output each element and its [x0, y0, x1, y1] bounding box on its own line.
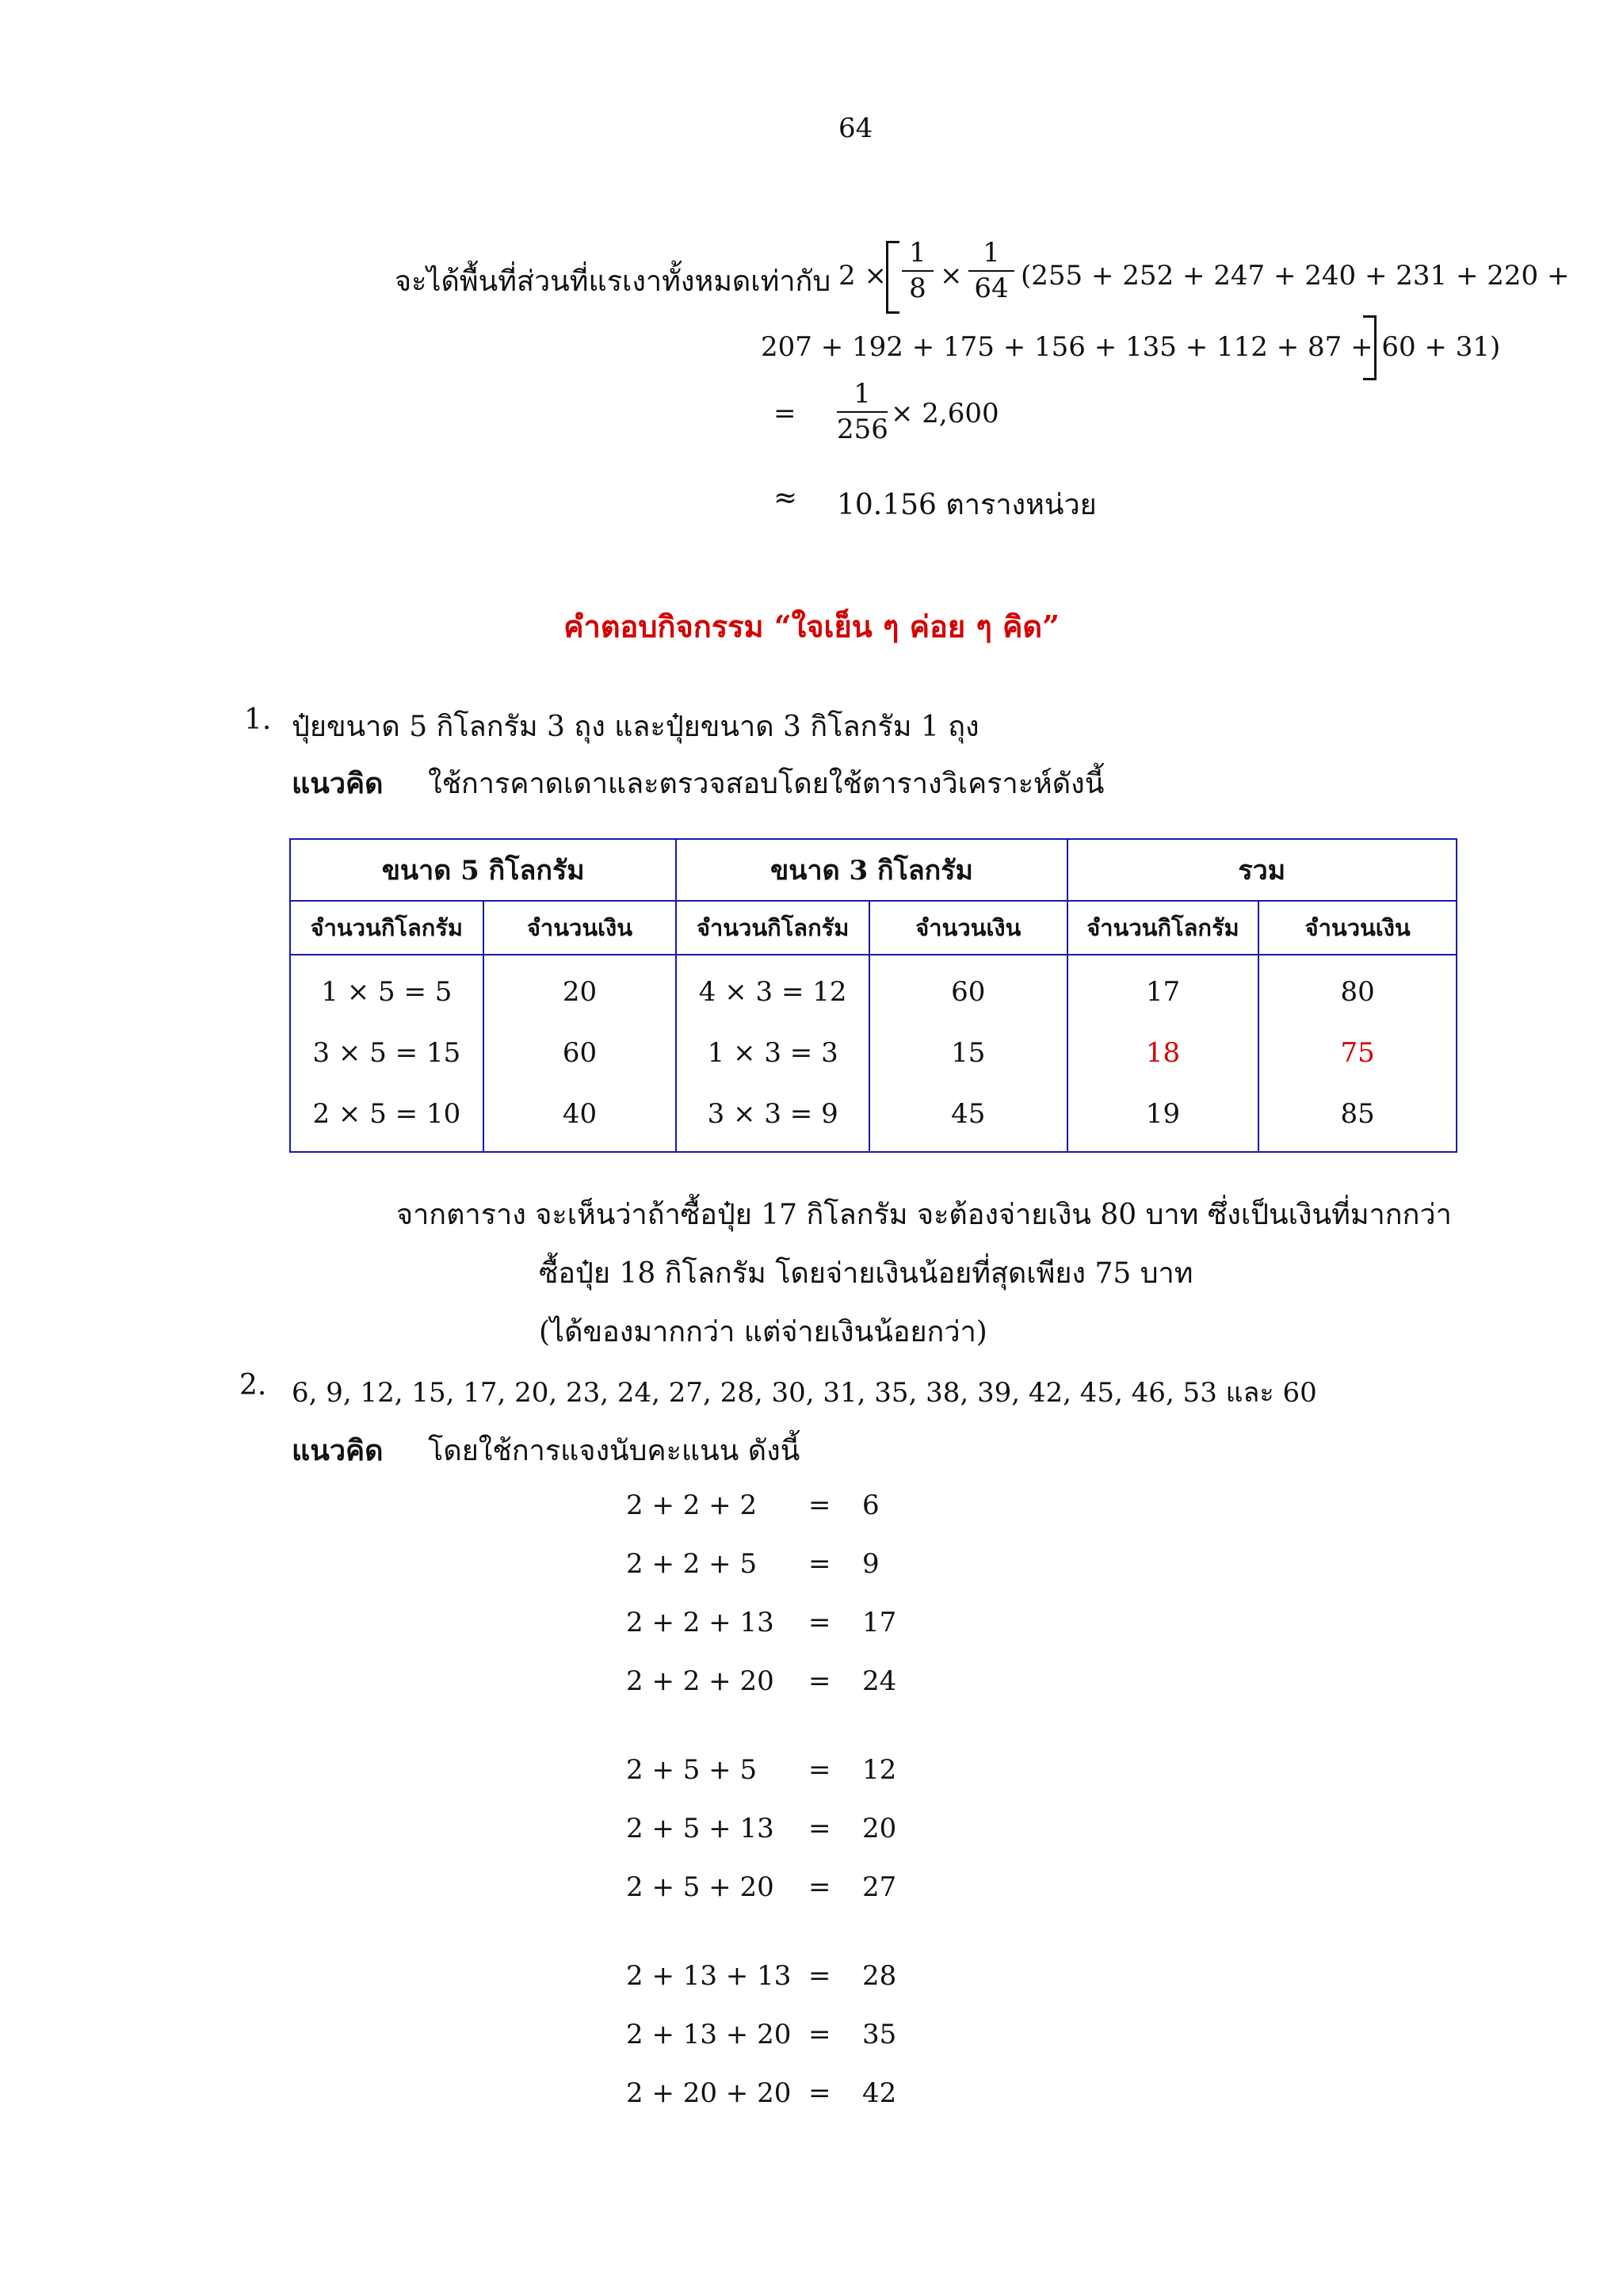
q1-approach-text: ใช้การคาดเดาและตรวจสอบโดยใช้ตารางวิเคราะห์ดังนี้ [428, 768, 1105, 800]
page-number: 64 [838, 113, 873, 144]
fraction-one-64th: $\frac{1}{64}$ [968, 238, 1014, 304]
calc-approx: ≈ [773, 482, 798, 514]
q1-answer: ปุ๋ยขนาด 5 กิโลกรัม 3 ถุง และปุ๋ยขนาด 3 กิโลกรัม 1 ถุง [292, 711, 980, 743]
document-page: 64 จะได้พื้นที่ส่วนที่แรเงาทั้งหมดเท่ากับ 2 × $\frac{1}{8}$ × $\frac{1}{64}$ (255 + 252 + 247 + 240 + 231 + 220 + 207 + 192 + 175 + 156 + 135 + 112 + 87 + 60 + 31) = $\frac{1}{256}$ × 2,600 ≈ 10.156 ตารางหน่วย คำตอบกิจกรรม “ใจเย็น ๆ ค่อย ๆ คิด” 1. ปุ๋ยขนาด 5 กิโลกรัม 3 ถุง และปุ๋ยขนาด 3 กิโลกรัม 1 ถุง แนวคิด ใช้การคาดเดาและตรวจสอบโดยใช้ตารางวิเคราะห์ดังนี้ ขนาด 5 กิโลกรัม ขนาด 3 กิโลกรัม รวม จำนวนกิโลกรัม จำนวนเงิน จำนวนกิโลกรัม จำนวนเงิน จำนวนกิโลกรัม จำนวนเงิน 1 × 5 = 5 20 4 × 3 = 12 60 17 80 3 × 5 = 15 60 1 × 3 = 3 15 18 75 2 × 5 = 10 40 3 × 3 = 9 45 19 85 จากตาราง จะเห็นว่าถ้าซื้อปุ๋ย 17 กิโลกรัม จะต้องจ่ายเงิน 80 บาท ซึ่งเป็นเงินที่มากกว่า ซื้อปุ๋ย 18 กิโลกรัม โดยจ่ายเงินน้อยที่สุดเพียง 75 บาท (ได้ของมากกว่า แต่จ่ายเงินน้อยกว่า) 2. 6, 9, 12, 15, 17, 20, 23, 24, 27, 28, 30, 31, 35, 38, 39, 42, 45, 46, 53 และ 60 แนวคิด โดยใช้การแจงนับคะแนน ดังนี้ 2 + 2 + 2 = 6 2 + 2 + 5 = 9 2 + 2 + 13 = 17 2 + 2 + 20 = 24 2 + 5 + 5 = 12 2 + 5 + 13 = 20 2 + 5 + 20 = 27 2 + 13 + 13 = 28 2 + 13 + 20 = 35 2 + 20 + 20 = 42 [0, 0, 1623, 2296]
table-cell: 85 [1258, 1083, 1457, 1152]
header-size-3kg: ขนาด 3 กิโลกรัม [676, 839, 1067, 901]
subheader-money: จำนวนเงิน [869, 901, 1067, 955]
q1-conclusion-line-1: จากตาราง จะเห็นว่าถ้าซื้อปุ๋ย 17 กิโลกรัม จะต้องจ่ายเงิน 80 บาท ซึ่งเป็นเงินที่มากกว่า [396, 1199, 1452, 1231]
table-row [290, 955, 1457, 1022]
calc-times: × [940, 260, 963, 292]
table-cell: 17 [1067, 955, 1259, 1022]
header-size-5kg: ขนาด 5 กิโลกรัม [290, 839, 676, 901]
table-cell: 40 [483, 1083, 677, 1152]
table-cell: 19 [1067, 1083, 1259, 1152]
table-cell: 15 [869, 1022, 1067, 1083]
table-cell: 4 × 3 = 12 [676, 955, 869, 1022]
table-cell: 80 [1258, 955, 1457, 1022]
subheader-kg: จำนวนกิโลกรัม [1067, 901, 1259, 955]
calc-times-value: × 2,600 [891, 398, 999, 429]
q1-conclusion-line-3: (ได้ของมากกว่า แต่จ่ายเงินน้อยกว่า) [539, 1316, 987, 1348]
table-cell: 3 × 3 = 9 [676, 1083, 869, 1152]
subheader-kg: จำนวนกิโลกรัม [290, 901, 483, 955]
q2-answer: 6, 9, 12, 15, 17, 20, 23, 24, 27, 28, 30, 31, 35, 38, 39, 42, 45, 46, 53 และ 60 [292, 1377, 1317, 1409]
left-bracket [886, 241, 899, 314]
subheader-money: จำนวนเงิน [1258, 901, 1457, 955]
subheader-money: จำนวนเงิน [483, 901, 677, 955]
analysis-table [289, 838, 1457, 1153]
q2-number: 2. [239, 1369, 267, 1402]
q1-conclusion-line-2: ซื้อปุ๋ย 18 กิโลกรัม โดยจ่ายเงินน้อยที่สุดเพียง 75 บาท [539, 1257, 1193, 1290]
table-cell: 1 × 5 = 5 [290, 955, 483, 1022]
calc-two-times: 2 × [838, 260, 887, 292]
table-cell: 20 [483, 955, 677, 1022]
calc-sum-line-1: (255 + 252 + 247 + 240 + 231 + 220 + [1021, 260, 1570, 292]
subheader-kg: จำนวนกิโลกรัม [676, 901, 869, 955]
table-cell: 3 × 5 = 15 [290, 1022, 483, 1083]
calc-sum-line-2: 207 + 192 + 175 + 156 + 135 + 112 + 87 + 60 + 31) [761, 331, 1501, 363]
q1-approach-label: แนวคิด [292, 767, 384, 800]
q1-number: 1. [244, 704, 272, 736]
table-cell: 60 [869, 955, 1067, 1022]
q2-approach-label: แนวคิด [292, 1434, 384, 1467]
header-total: รวม [1067, 839, 1457, 901]
table-cell-highlight: 75 [1258, 1022, 1457, 1083]
calc-intro: จะได้พื้นที่ส่วนที่แรเงาทั้งหมดเท่ากับ [395, 265, 831, 298]
right-bracket [1363, 315, 1377, 380]
section-title: คำตอบกิจกรรม “ใจเย็น ๆ ค่อย ๆ คิด” [563, 608, 1060, 644]
table-cell: 1 × 3 = 3 [676, 1022, 869, 1083]
table-row [290, 1083, 1457, 1152]
table-row [290, 1022, 1457, 1083]
table-cell: 60 [483, 1022, 677, 1083]
fraction-one-eighth: $\frac{1}{8}$ [902, 238, 934, 304]
q2-approach-text: โดยใช้การแจงนับคะแนน ดังนี้ [428, 1435, 800, 1467]
table-cell: 45 [869, 1083, 1067, 1152]
calc-equals: = [773, 398, 796, 429]
table-cell-highlight: 18 [1067, 1022, 1259, 1083]
table-cell: 2 × 5 = 10 [290, 1083, 483, 1152]
calc-result: 10.156 ตารางหน่วย [837, 489, 1097, 521]
fraction-one-256th: $\frac{1}{256}$ [837, 378, 888, 446]
